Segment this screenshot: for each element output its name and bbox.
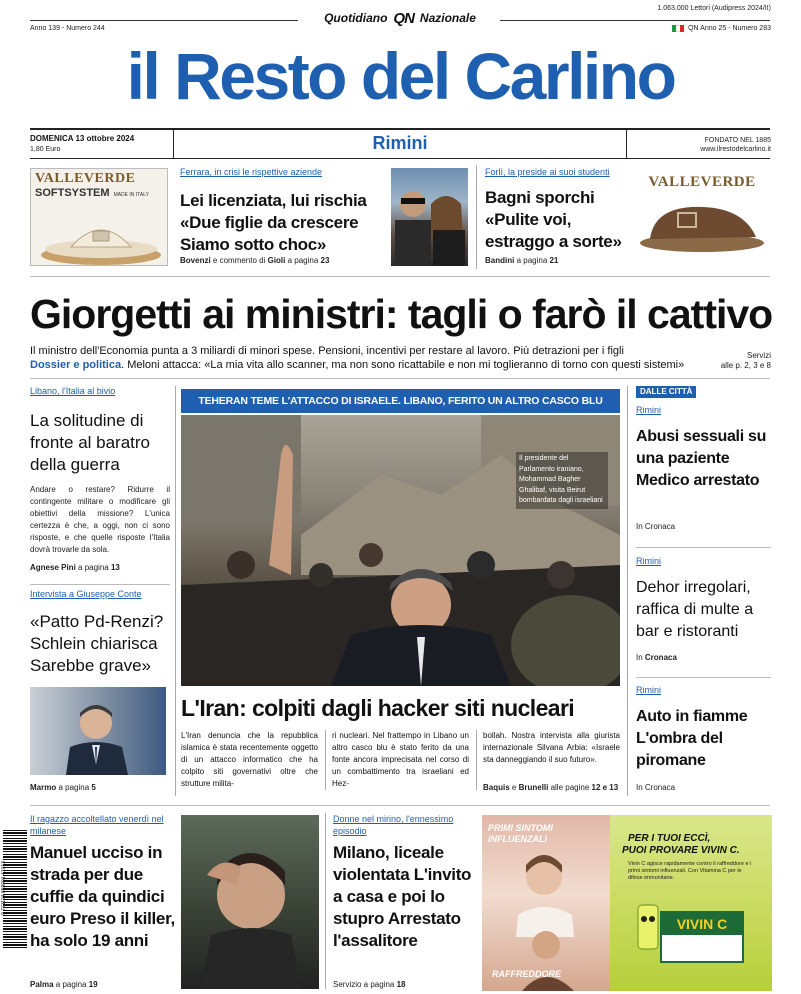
story-kicker: Rimini [636,405,662,415]
edition-name: Rimini [372,133,428,153]
ad-claim-2: PUOI PROVARE VIVIN C. [622,845,740,856]
issue-price: 1,80 Euro [30,146,61,153]
valleverde-brand: VALLEVERDE [648,174,756,190]
story-kicker: Rimini [636,556,662,566]
story-credit: Agnese Pini a pagina 13 [30,563,120,572]
story-credit: Palma a pagina 19 [30,980,98,989]
dalle-citta-label: DALLE CITTÀ [636,386,696,398]
readers-count: 1.063.000 Lettori (Audipress 2024/II) [657,5,771,12]
ad-body: Vivin C agisce rapidamente contro il raffreddore e i primi sintomi influenzali. Con Vitamina C per le difese immunitarie. [628,861,752,881]
right-story-dehor[interactable] [636,556,774,668]
services-label: Servizi [746,351,771,360]
bottom-story-milano[interactable] [333,813,473,993]
left-story-conte[interactable] [30,589,170,689]
top-story-ferrara[interactable] [180,165,385,269]
story-credit: Marmo a pagina 5 [30,783,96,792]
story-kicker: Rimini [636,685,662,695]
right-story-abusi[interactable] [636,405,774,535]
services-pages: alle p. 2, 3 e 8 [720,361,771,370]
left-story-libano[interactable] [30,386,170,576]
story-kicker: Ferrara, in crisi le rispettive aziende [180,167,323,177]
qn-logo: QN [393,9,414,27]
valleverde-ad-left[interactable] [30,168,168,266]
italian-flag-icon [672,25,684,32]
story-headline: Lei licenziata, lui rischia «Due figlie da crescere Siamo sotto choc» [180,191,367,254]
story-headline: Bagni sporchi «Pulite voi, estraggo a sorte» [485,188,622,251]
clog-image [632,191,772,261]
story-kicker: Il ragazzo accoltellato venerdì nel milanese [30,814,164,836]
center-banner: TEHERAN TEME L'ATTACCO DI ISRAELE. LIBANO, FERITO UN ALTRO CASCO BLU [181,389,620,413]
story-headline: Abusi sessuali su una paziente Medico arrestato [636,428,767,489]
story-kicker: Intervista a Giuseppe Conte [30,589,142,599]
story-kicker: Donne nel mirino, l'ennessimo episodio [333,814,454,836]
barcode-number: 9 771124 859001 41013 [1,861,7,915]
issue-number-right: QN Anno 25 - Numero 283 [672,24,771,33]
main-headline[interactable]: Giorgetti ai ministri: tagli o farò il cattivo [30,291,773,337]
story-headline: Manuel ucciso in strada per due cuffie da quindici euro Preso il killer, ha solo 19 anni [30,843,175,950]
sneezing-woman-image [482,815,610,991]
conte-photo [30,687,166,775]
center-headline[interactable]: L'Iran: colpiti dagli hacker siti nucleari [181,695,575,721]
story-kicker: Libano, l'Italia al bivio [30,386,116,396]
center-body [181,730,620,790]
main-subheadline: Il ministro dell'Economia punta a 3 miliardi di minori spese. Pensioni, incentivi per restare al lavoro. Più detrazioni per i figli [30,345,624,357]
founded-label: FONDATO NEL 1885 [704,137,771,144]
couple-photo [391,168,468,266]
story-credit: Servizio a pagina 18 [333,980,406,989]
masthead-qn-line [300,8,500,28]
story-kicker: Forlì, la preside ai suoi studenti [485,167,610,177]
issue-number-left: Anno 139 - Numero 244 [30,25,105,32]
sandal-image [31,203,168,266]
victim-photo [181,815,319,989]
story-headline: «Patto Pd-Renzi? Schlein chiarisca Sarebbe grave» [30,612,164,675]
story-where: In Cronaca [636,653,677,662]
ad-primi-sintomi: PRIMI SINTOMI INFLUENZALI [488,823,553,844]
photo-caption: Il presidente del Parlamento iraniano, Mohammad Bagher Ghalibaf, visita Beirut bombardata dagli israeliani [516,452,608,509]
made-in-italy-label: MADE IN ITALY [113,192,149,198]
story-credit: Bovenzi e commento di Gioli a pagina 23 [180,256,330,265]
ad-claim-1: PER I TUOI ECCÌ, [628,833,711,844]
story-headline: Milano, liceale violentata L'invito a casa e poi lo stupro Arrestato l'assalitore [333,843,472,950]
story-headline: Dehor irregolari, raffica di multe a bar e ristoranti [636,579,754,640]
story-credit: Bandini a pagina 21 [485,256,559,265]
story-where: In Cronaca [636,783,676,792]
valleverde-ad-right[interactable] [632,168,772,266]
vivin-c-pack: VIVIN C [660,911,744,963]
story-headline: La solitudine di fronte al baratro della guerra [30,411,151,474]
mascot-image [628,899,668,959]
website-url: www.ilrestodelcarlino.it [700,146,771,153]
softsystem-label: SOFTSYSTEM [35,187,110,199]
top-story-forli[interactable] [485,165,625,269]
issue-date: DOMENICA 13 ottobre 2024 [30,134,135,143]
right-story-auto[interactable] [636,685,774,795]
body-col-3: bollah. Nostra intervista alla giurista internazionale Silvana Arbia: «Israele sta danneggiando il suo futuro». [476,730,620,790]
newspaper-title: il Resto del Carlino [126,39,675,113]
story-body: Andare o restare? Ridurre il contingente militare o modificare gli obiettivi della missione? L'unica certezza è che, a oggi, non ci sono risposte, e che quelle risposte l'Italia dovrà trovarle da sola. [30,485,170,554]
quotidiano-label: Quotidiano [324,11,388,25]
main-dossier: Dossier e politica. Meloni attacca: «La mia vita allo scanner, ma non sono ricattabile e non mi toglieranno di torno con questi sistemi» [30,359,685,371]
ad-raffreddore: RAFFREDDORE [492,969,561,979]
body-col-2: ri nucleari. Nel frattempo in Libano un altro casco blu è stato ferito da una fonte ancora imprecisata nel corso di un combattimento tra israeliani ed Hez- [325,730,469,790]
valleverde-brand: VALLEVERDE [35,171,136,186]
story-headline: Auto in fiamme L'ombra del piromane [636,708,748,769]
story-where: In Cronaca [636,522,676,531]
body-col-1: L'Iran denuncia che la repubblica islamica è stata recentemente oggetto di un attacco informatico che ha colpito siti governativi oltre che strutture milita- [181,731,318,788]
nazionale-label: Nazionale [419,11,476,25]
bottom-story-manuel[interactable] [30,813,175,993]
vivin-c-ad[interactable] [482,815,772,991]
center-credit: Baquis e Brunelli alle pagine 12 e 13 [483,783,619,792]
